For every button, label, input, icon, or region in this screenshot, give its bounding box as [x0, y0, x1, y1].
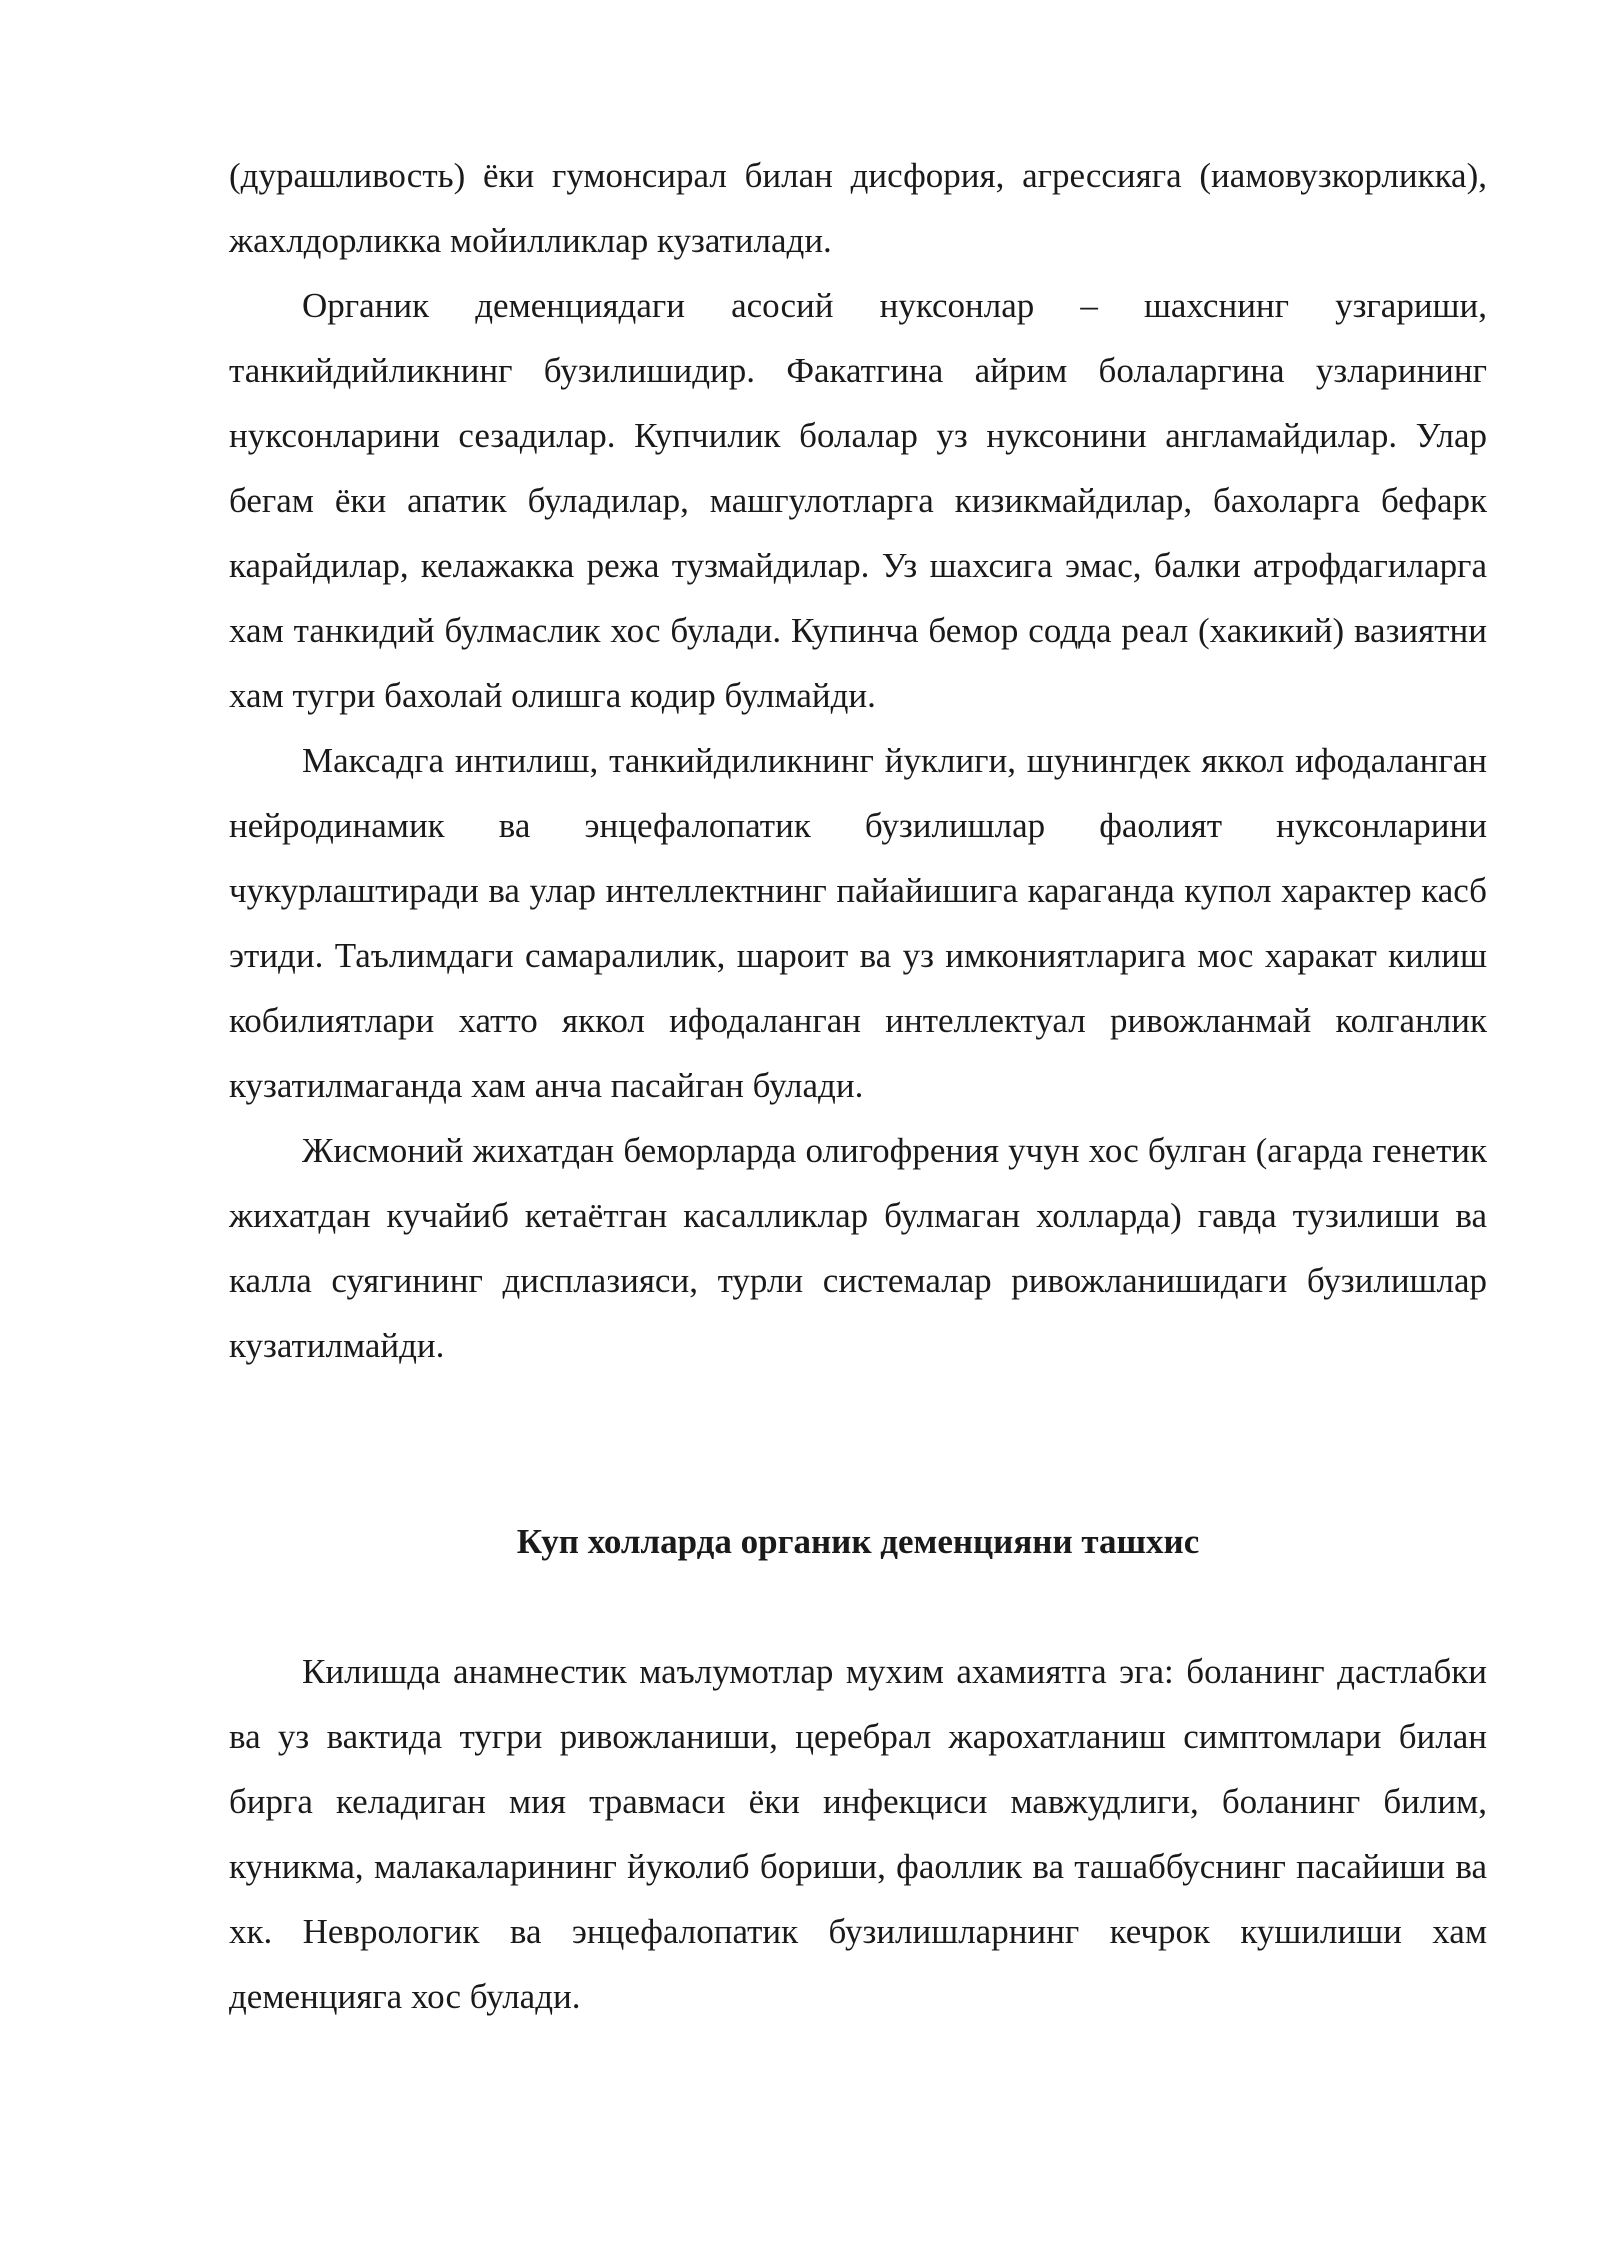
paragraph-physical-features: Жисмоний жихатдан беморларда олигофрения учун хос булган (агарда генетик жихатдан кучайиб кетаётган касалликлар булмаган холларда) гавда тузилиши ва калла суягининг дисплазияси, турли системалар ривожланишидаги бузилишлар кузатилмайди.: [229, 1131, 1487, 1365]
paragraph-goal-orientation: Максадга интилиш, танкийдиликнинг йуклиги, шунингдек яккол ифодаланган нейродинамик ва энцефалопатик бузилишлар фаолият нуксонларини чукурлаштиради ва улар интеллектнинг пайайишига караганда купол характер касб этиди. Таълимдаги самаралилик, шароит ва уз имкониятларига мос харакат килиш кобилиятлари хатто яккол ифодаланган интеллектуал ривожланмай колганлик кузатилмаганда хам анча пасайган булади.: [229, 741, 1487, 1105]
paragraph-anamnestic-data: Килишда анамнестик маълумотлар мухим ахамиятга эга: боланинг дастлабки ва уз вактида тугри ривожланиши, церебрал жарохатланиш симптомлари билан бирга келадиган мия травмаси ёки инфекциси мавжудлиги, боланинг билим, куникма, малакаларининг йуколиб бориши, фаоллик ва ташаббуснинг пасайиши ва хк. Неврологик ва энцефалопатик бузилишларнинг кечрок кушилиши хам деменцияга хос булади.: [229, 1652, 1487, 2016]
body-text-top: [229, 143, 1487, 1378]
body-text-bottom: [229, 1639, 1487, 2029]
paragraph-organic-dementia-defects: Органик деменциядаги асосий нуксонлар – шахснинг узгариши, танкийдийликнинг бузилишидир. Факатгина айрим болаларгина узларининг нуксонларини сезадилар. Купчилик болалар уз нуксонини англамайдилар. Улар бегам ёки апатик буладилар, машгулотларга кизикмайдилар, бахоларга бефарк карайдилар, келажакка режа тузмайдилар. Уз шахсига эмас, балки атрофдагиларга хам танкидий булмаслик хос булади. Купинча бемор содда реал (хакикий) вазиятни хам тугри бахолай олишга кодир булмайди.: [229, 286, 1487, 715]
paragraph-continuation: (дурашливость) ёки гумонсирал билан дисфория, агрессияга (иамовузкорликка), жахлдорликка мойилликлар кузатилади.: [229, 156, 1487, 260]
section-heading: Куп холларда органик деменцияни ташхис: [516, 1522, 1200, 1561]
